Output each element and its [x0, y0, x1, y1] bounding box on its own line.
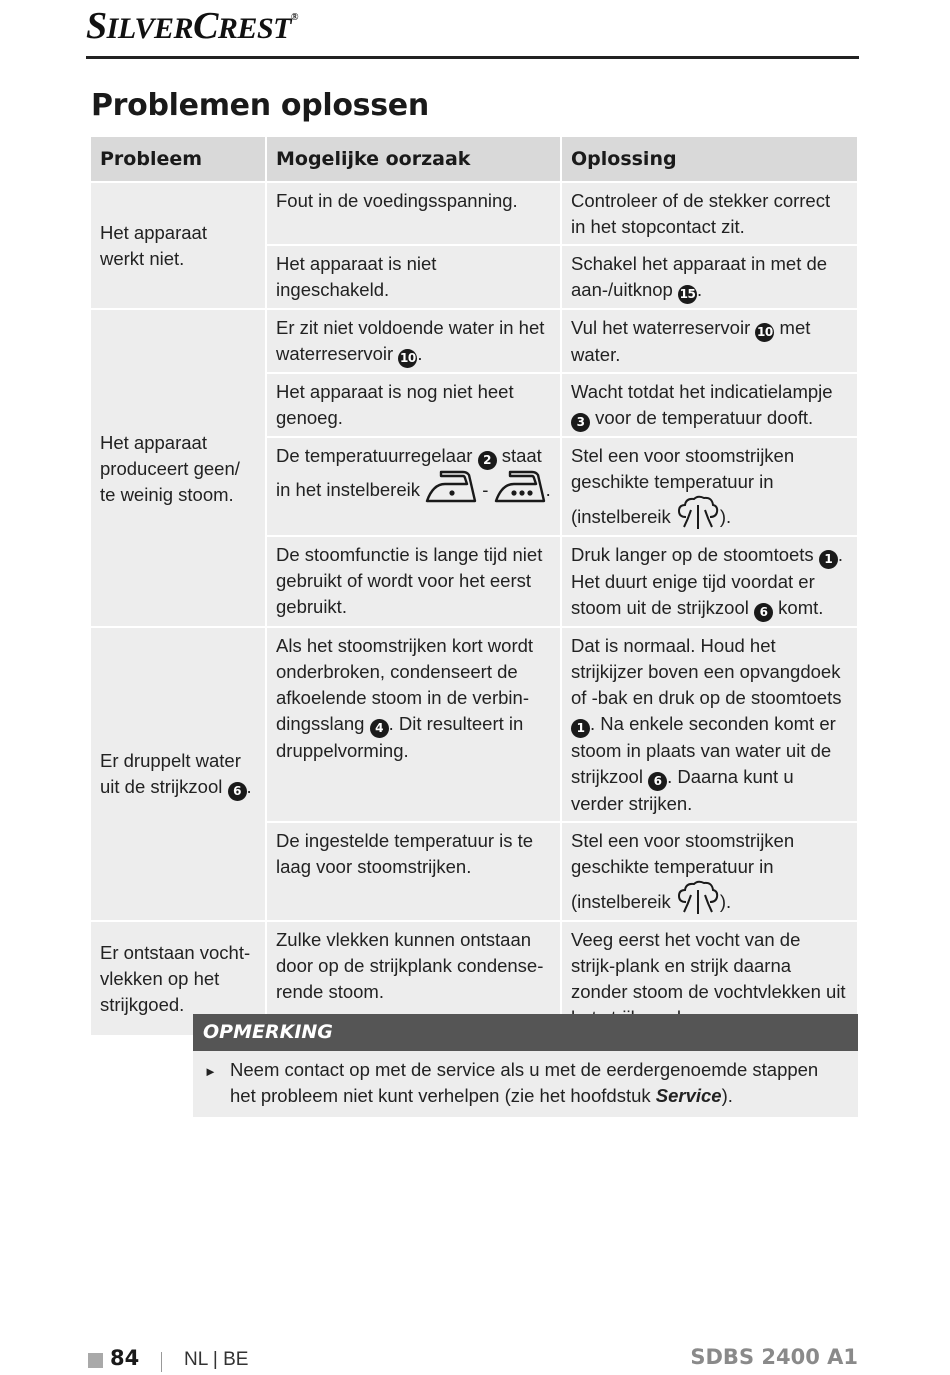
part-number-badge: 4 [370, 719, 389, 738]
model-number: SDBS 2400 A1 [690, 1345, 858, 1369]
part-number-badge: 3 [571, 413, 590, 432]
solution-cell: Controleer of de stekker correct in het stopcontact zit. [562, 183, 857, 244]
iron-two-dot-icon [425, 479, 477, 500]
solution-cell: Veeg eerst het vocht van de strijk-plank en strijk daarna zonder stoom de vochtvlekken uit [562, 922, 857, 1035]
table-row [91, 310, 857, 372]
header-problem: Probleem [91, 137, 265, 181]
problem-cell: Het apparaat produceert geen/ te weinig stoom. [91, 310, 265, 626]
cause-cell: Er zit niet voldoende water in het waterreservoir 10. [267, 310, 560, 372]
cause-cell: De stoomfunctie is lange tijd niet gebruikt of wordt voor het eerst gebruikt. [267, 537, 560, 626]
part-number-badge: 6 [754, 603, 773, 622]
note-body: ► Neem contact op met de service als u met de eerdergenoemde stappen het probleem niet kunt verhelpen (zie het hoofdstuk Service). [204, 1059, 819, 1106]
table-row [91, 183, 857, 244]
solution-cell: Druk langer op de stoomtoets 1 . Het duurt enige tijd voordat er stoom uit de strijkzool 6 komt. [562, 537, 857, 626]
page-title: Problemen oplossen [91, 88, 429, 123]
problem-cell: Er druppelt water uit de strijkzool 6 . [91, 628, 265, 920]
part-number-badge: 15 [678, 285, 697, 304]
part-number-badge: 1 [571, 719, 590, 738]
steam-icon [676, 891, 720, 912]
cause-cell: De ingestelde temperatuur is te laag voor stoomstrijken. [267, 823, 560, 920]
part-number-badge: 6 [228, 782, 247, 801]
solution-cell: Stel een voor stoomstrijken geschikte temperatuur in (instelbereik ). [562, 823, 857, 920]
note-heading: OPMERKING [193, 1014, 858, 1051]
solution-cell: Schakel het apparaat in met de aan-/uitknop 15. [562, 246, 857, 308]
cause-cell: Fout in de voedingsspanning. [267, 183, 560, 244]
cause-cell: De temperatuurregelaar 2 staat in het instelbereik - . [267, 438, 560, 535]
header-solution: Oplossing [562, 137, 857, 181]
solution-cell: Dat is normaal. Houd het strijkijzer boven een opvangdoek of -bak en druk op de stoomtoets 1 . Na enkele seconden komt er stoom in plaats van water uit de strijkzool 6 . Daarna kunt u verder strijken. [562, 628, 857, 821]
solution-cell: Stel een voor stoomstrijken geschikte temperatuur in (instelbereik ). [562, 438, 857, 535]
steam-icon [676, 506, 720, 527]
problem-cell: Er ontstaan vocht-vlekken op het strijkgoed. [91, 922, 265, 1035]
part-number-badge: 10 [398, 349, 417, 368]
solution-cell: Vul het waterreservoir 10 met water. [562, 310, 857, 372]
table-header-row [91, 137, 857, 181]
part-number-badge: 6 [648, 772, 667, 791]
table-row [91, 628, 857, 821]
brand-logo: SILVERCREST® [86, 5, 298, 47]
cause-cell: Het apparaat is nog niet heet genoeg. [267, 374, 560, 436]
arrow-bullet-icon: ► [204, 1064, 217, 1079]
part-number-badge: 2 [478, 451, 497, 470]
solution-cell: Wacht totdat het indicatielampje 3 voor de temperatuur dooft. [562, 374, 857, 436]
note-box [193, 1014, 858, 1117]
chapter-reference: Service [655, 1085, 722, 1106]
troubleshooting-table [89, 135, 859, 1037]
cause-cell: Als het stoomstrijken kort wordt onderbroken, condenseert de afkoelende stoom in de verbin-dingsslang 4 . Dit resulteert in druppelvorming. [267, 628, 560, 821]
part-number-badge: 1 [819, 550, 838, 569]
problem-cell: Het apparaat werkt niet. [91, 183, 265, 308]
iron-three-dot-icon [494, 479, 546, 500]
language-label: NL | BE [184, 1349, 249, 1370]
cause-cell: Het apparaat is niet ingeschakeld. [267, 246, 560, 308]
footer-square-icon [88, 1353, 103, 1368]
header-rule [86, 56, 859, 59]
cause-cell: Zulke vlekken kunnen ontstaan door op de strijkplank condense-rende stoom. [267, 922, 560, 1035]
footer-divider [161, 1352, 162, 1372]
page-number: 84 [110, 1346, 140, 1370]
header-cause: Mogelijke oorzaak [267, 137, 560, 181]
part-number-badge: 10 [755, 323, 774, 342]
